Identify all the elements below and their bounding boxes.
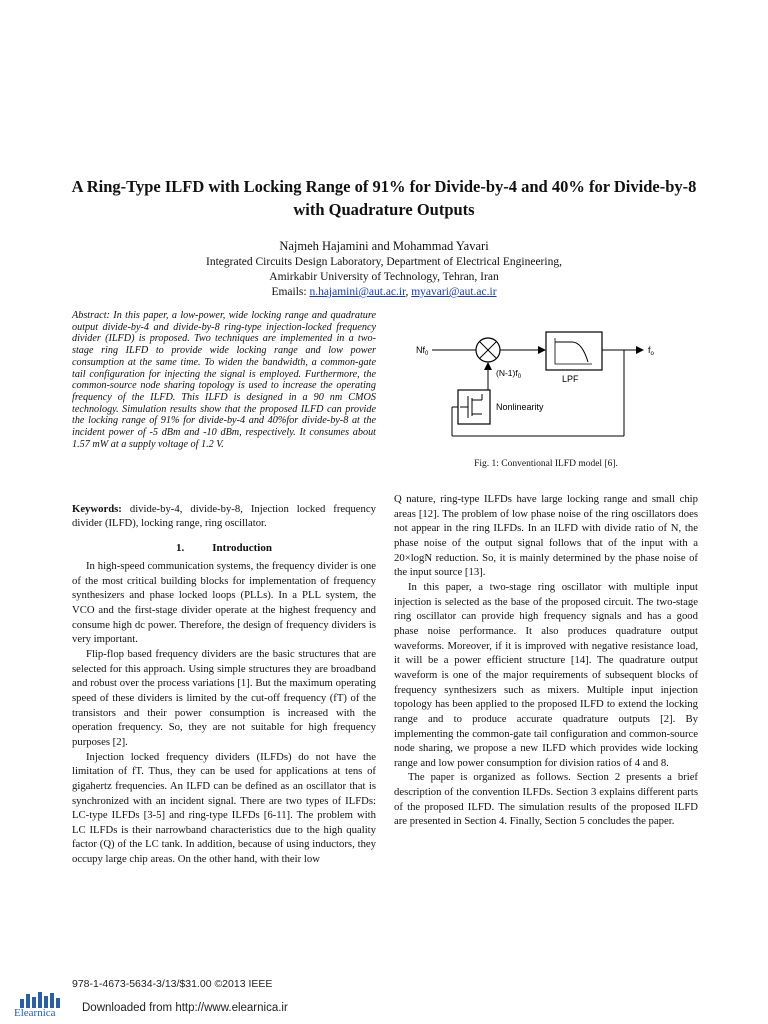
elearnica-logo-icon	[20, 990, 66, 1008]
paragraph: In this paper, a two-stage ring oscillator with multiple input injection is selected as the base of the proposed circuit. The two-stage ring oscillator can provide high frequency signals and has a good phase noise performance. It also produces quadrature output waveforms. Moreover, if it is improved with negative resistance load, it will be a power efficient structure [14]. The quadrature output waveform is one of the major requirements of subsequent blocks of frequency synthesizers such as mixers. Multiple input injection topology has been applied to the proposed ILFD to extend the locking range and to produce accurate quadrature outputs [2]. By implementing the common-gate tail configuration and common-source node sharing, we propose a new ILFD which provides wide locking range and low power consumption for division ratios of 4 and 8.	[394, 580, 698, 769]
keywords	[72, 502, 376, 530]
feedback-sub: 0	[517, 374, 522, 380]
keywords-text: divide-by-4, divide-by-8, Injection locked frequency divider (ILFD), locking range, ring oscillator.	[72, 503, 376, 529]
input-sub: 0	[425, 351, 429, 357]
output-label: f	[648, 345, 651, 355]
svg-text:(N-1)f0	[496, 368, 522, 380]
copyright-notice: 978-1-4673-5634-3/13/$31.00 ©2013 IEEE	[72, 978, 273, 990]
paragraph: Injection locked frequency dividers (ILFDs) do not have the limitation of fT. Thus, they can be used for applications at tens of gigahertz frequencies. An ILFD can be defined as an oscillator that is synchronized with an incident signal. There are two types of ILFDs: LC-type ILFDs [3-5] and ring-type ILFDs [6-11]. The problem with LC ILFDs is their narrowband characteristics due to the high quality factor (Q) of the LC tank. In addition, because of using inductors, they occupy large chip areas. On the other hand, with their low	[72, 750, 376, 866]
email-link-2[interactable]: myavari@aut.ac.ir	[411, 286, 497, 298]
email-separator: ,	[405, 286, 412, 298]
right-column-body	[394, 492, 698, 829]
paper-title: A Ring-Type ILFD with Locking Range of 91% for Divide-by-4 and 40% for Divide-by-8 with Quadrature Outputs	[71, 177, 697, 219]
ilfd-model-diagram	[412, 324, 682, 444]
paragraph: Flip-flop based frequency dividers are the basic structures that are selected for this approach. Using simple structures they are broadband and robust over the process variations [1]. But the maximum operating speed of these dividers is limited by the cut-off frequency (fT) of the transistors and their power consumption is increased with the operation frequency. So, they are not suitable for high frequency purposes [2].	[72, 647, 376, 748]
emails	[100, 285, 668, 300]
paragraph: Q nature, ring-type ILFDs have large locking range and small chip areas [12]. The problem of low phase noise of the ring oscillators does not appear in the ring ILFDs. In an ILFD with divide ratio of N, the phase noise of the output signal follows that of the input with a 20×logN reduction. So, it is mainly determined by the phase noise of the input source [13].	[394, 493, 698, 579]
lpf-label: LPF	[562, 374, 579, 384]
emails-label: Emails:	[271, 286, 310, 298]
section-title: Introduction	[212, 542, 272, 554]
input-label: Nf	[416, 345, 425, 355]
authors: Najmeh Hajamini and Mohammad Yavari	[279, 239, 489, 253]
keywords-label: Keywords:	[72, 503, 122, 515]
affiliation-line-2: Amirkabir University of Technology, Tehran, Iran	[269, 271, 499, 283]
email-link-1[interactable]: n.hajamini@aut.ac.ir	[309, 286, 406, 298]
logo-text: Elearnica	[14, 1007, 56, 1019]
affiliation-line-1: Integrated Circuits Design Laboratory, Department of Electrical Engineering,	[206, 256, 562, 268]
abstract: Abstract: In this paper, a low-power, wide locking range and quadrature output divide-by-4 and divide-by-8 ring-type injection-locked frequency divider (ILFD) is proposed. Two techniques are implemented in a two-stage ring ILFD to provide wide locking range and low power consumption at the same time. To widen the bandwidth, a common-gate tail configuration for injecting the signal is employed. Furthermore, the common-source node sharing topology is used to increase the operating frequency of the ILFD. This ILFD is designed in a 90 nm CMOS technology. Simulation results show that the proposed ILFD can provide the locking range of 91% for divide-by-4 and 40%for divide-by-8 at the incident power of -5 dBm and -10 dBm, respectively. It consumes about 1.57 mW at a supply voltage of 1.2 V.	[72, 310, 376, 450]
output-sub: o	[650, 351, 654, 357]
nonlinearity-label: Nonlinearity	[496, 402, 544, 412]
figure-caption: Fig. 1: Conventional ILFD model [6].	[474, 459, 618, 469]
svg-text:fo	[648, 345, 655, 357]
svg-text:Nf0	[416, 345, 429, 357]
section-number: 1.	[176, 542, 185, 554]
left-column-body	[72, 559, 376, 867]
section-heading	[72, 542, 376, 554]
paragraph: The paper is organized as follows. Section 2 presents a brief description of the convention ILFDs. Section 3 explains different parts of the proposed ILFD. The simulation results of the proposed ILFD are presented in Section 4. Finally, Section 5 concludes the paper.	[394, 771, 698, 828]
download-source[interactable]: Downloaded from http://www.elearnica.ir	[82, 1002, 288, 1014]
paragraph: In high-speed communication systems, the frequency divider is one of the most critical building blocks for implementation of frequency synthesizers and phase locked loops (PLLs). In a PLL system, the VCO and the first-stage divider operate at the highest frequency and consume high dc power. Therefore, the design of frequency dividers is very important.	[72, 560, 376, 646]
affiliation	[100, 255, 668, 300]
feedback-label: (N-1)f	[496, 368, 518, 378]
